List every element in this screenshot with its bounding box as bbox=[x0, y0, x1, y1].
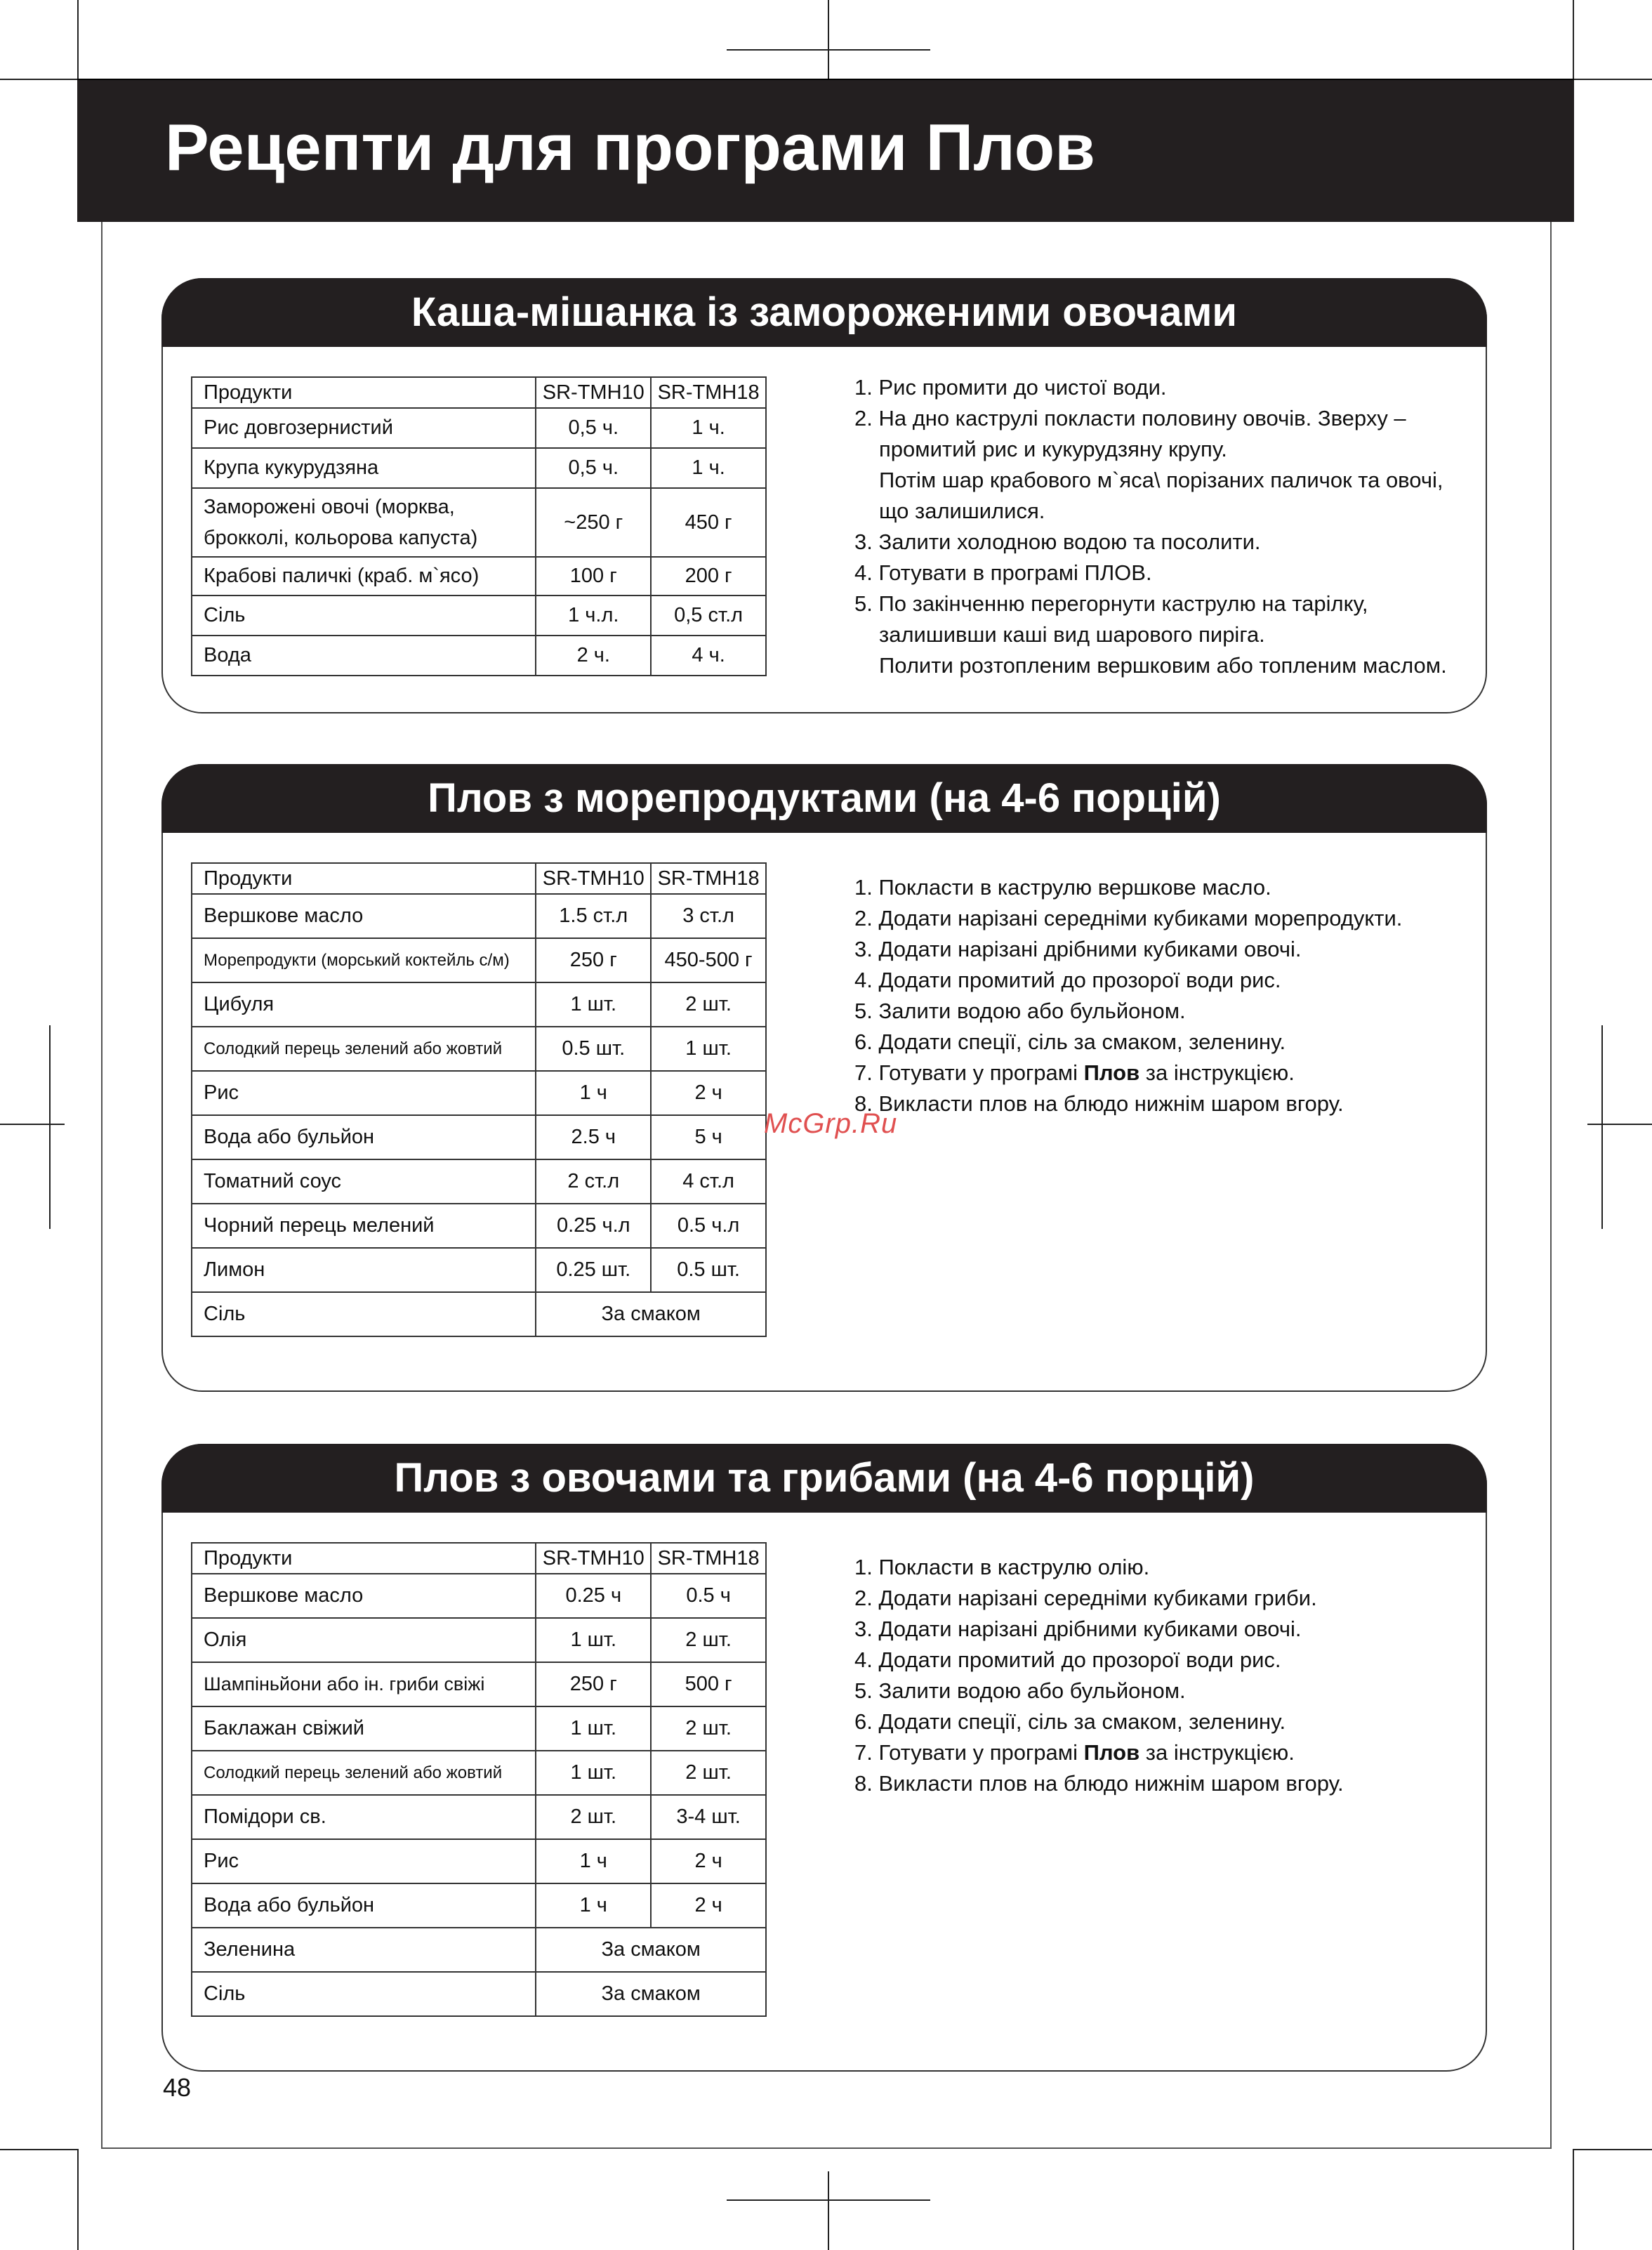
table-row bbox=[192, 1159, 766, 1204]
ingredient-name: Заморожені овочі (морква, брокколі, кольорова капуста) bbox=[192, 488, 536, 557]
ingredient-qty-small: 1 ч.л. bbox=[536, 596, 651, 636]
instruction-step: 6. Додати спеції, сіль за смаком, зеленину. bbox=[854, 1029, 1286, 1054]
ingredient-qty-large: 2 шт. bbox=[651, 1618, 766, 1662]
recipe-section-vegetable-mushroom-pilaf bbox=[161, 1444, 1487, 2072]
ingredient-qty-large: 4 ч. bbox=[651, 636, 766, 676]
crop-mark bbox=[49, 1025, 51, 1229]
instruction-step: Потім шар крабового м`яса\ порізаних паличок та овочі, що залишилися. bbox=[879, 468, 1443, 523]
ingredient-qty-large: 450-500 г bbox=[651, 938, 766, 982]
ingredient-qty-large: 2 ч bbox=[651, 1071, 766, 1115]
instruction-step: 2. Додати нарізані середніми кубиками гриби. bbox=[854, 1586, 1317, 1610]
crop-mark bbox=[1601, 1025, 1603, 1229]
ingredient-name: Крупа кукурудзяна bbox=[192, 448, 536, 488]
table-header-cell: SR-TMH18 bbox=[651, 1543, 766, 1574]
ingredient-qty-small: 0.25 ч.л bbox=[536, 1204, 651, 1248]
instruction-list bbox=[854, 1552, 1472, 1799]
table-row bbox=[192, 488, 766, 557]
ingredient-name: Цибуля bbox=[192, 982, 536, 1027]
ingredient-qty-small: 250 г bbox=[536, 938, 651, 982]
table-row bbox=[192, 1972, 766, 2016]
table-header-row bbox=[192, 863, 766, 894]
ingredient-qty-small: 2 шт. bbox=[536, 1795, 651, 1839]
ingredient-qty-large: 500 г bbox=[651, 1662, 766, 1706]
ingredient-name: Солодкий перець зелений або жовтий bbox=[192, 1751, 536, 1795]
ingredient-name: Вершкове масло bbox=[192, 1574, 536, 1618]
table-header-cell: SR-TMH10 bbox=[536, 863, 651, 894]
table-header-cell: SR-TMH18 bbox=[651, 377, 766, 408]
table-row bbox=[192, 1706, 766, 1751]
table-row bbox=[192, 1027, 766, 1071]
instruction-step: 8. Викласти плов на блюдо нижнім шаром вгору. bbox=[854, 1771, 1344, 1796]
ingredient-name: Томатний соус bbox=[192, 1159, 536, 1204]
crop-mark bbox=[828, 0, 829, 79]
ingredient-qty-large: 4 ст.л bbox=[651, 1159, 766, 1204]
table-row bbox=[192, 596, 766, 636]
ingredient-qty-small: 2.5 ч bbox=[536, 1115, 651, 1159]
ingredient-qty-large: 5 ч bbox=[651, 1115, 766, 1159]
recipe-section-seafood-pilaf bbox=[161, 764, 1487, 1392]
table-header-row bbox=[192, 377, 766, 408]
table-row bbox=[192, 982, 766, 1027]
instruction-step: 5. По закінченню перегорнути каструлю на тарілку, залишивши каші вид шарового пиріга. bbox=[854, 591, 1368, 647]
ingredients-table bbox=[191, 862, 767, 1337]
ingredient-qty-large: 0.5 шт. bbox=[651, 1248, 766, 1292]
watermark: McGrp.Ru bbox=[764, 1108, 898, 1139]
ingredient-qty-large: 2 ч bbox=[651, 1883, 766, 1928]
ingredient-qty-small: 0,5 ч. bbox=[536, 408, 651, 448]
step-text-suffix: за інструкцією. bbox=[1145, 1740, 1295, 1765]
ingredient-qty-small: 1 шт. bbox=[536, 982, 651, 1027]
ingredient-name: Чорний перець мелений bbox=[192, 1204, 536, 1248]
table-header-cell: SR-TMH18 bbox=[651, 863, 766, 894]
ingredient-qty-small: 1 ч bbox=[536, 1883, 651, 1928]
ingredient-name: Крабові паличкі (краб. м`ясо) bbox=[192, 557, 536, 596]
crop-mark bbox=[1573, 0, 1574, 79]
crop-mark bbox=[1587, 1124, 1652, 1125]
ingredient-qty-small: 0,5 ч. bbox=[536, 448, 651, 488]
crop-mark bbox=[1574, 2149, 1652, 2150]
table-row bbox=[192, 1662, 766, 1706]
instruction-list bbox=[854, 872, 1472, 1119]
section-header bbox=[161, 764, 1487, 833]
table-row bbox=[192, 1115, 766, 1159]
ingredient-qty-large: 0,5 ст.л bbox=[651, 596, 766, 636]
ingredient-name: Вода або бульйон bbox=[192, 1883, 536, 1928]
section-header bbox=[161, 278, 1487, 347]
ingredient-name: Шампіньйони або ін. гриби свіжі bbox=[192, 1662, 536, 1706]
instruction-step: Полити розтопленим вершковим або топленим маслом. bbox=[879, 653, 1447, 678]
crop-mark bbox=[1574, 79, 1652, 80]
ingredient-name: Сіль bbox=[192, 1972, 536, 2016]
crop-mark bbox=[828, 2171, 829, 2250]
table-header-cell: Продукти bbox=[192, 863, 536, 894]
instruction-step: 2. На дно каструлі покласти половину овочів. Зверху – промитий рис и кукурудзяну крупу. bbox=[854, 406, 1406, 461]
ingredient-name: Рис bbox=[192, 1071, 536, 1115]
step-text-suffix: за інструкцією. bbox=[1145, 1060, 1295, 1085]
page-title: Рецепти для програми Плов bbox=[165, 110, 1095, 184]
ingredient-qty-small: 2 ст.л bbox=[536, 1159, 651, 1204]
ingredient-name: Вершкове масло bbox=[192, 894, 536, 938]
ingredient-qty-small: 1 шт. bbox=[536, 1618, 651, 1662]
ingredient-qty-both: За смаком bbox=[536, 1928, 766, 1972]
table-row bbox=[192, 1071, 766, 1115]
ingredient-name: Вода або бульйон bbox=[192, 1115, 536, 1159]
table-row bbox=[192, 1883, 766, 1928]
ingredient-qty-both: За смаком bbox=[536, 1292, 766, 1336]
table-header-cell: SR-TMH10 bbox=[536, 1543, 651, 1574]
table-row bbox=[192, 1204, 766, 1248]
table-row bbox=[192, 1928, 766, 1972]
ingredient-name: Помідори св. bbox=[192, 1795, 536, 1839]
ingredient-qty-small: 1 ч bbox=[536, 1839, 651, 1883]
instruction-step: 1. Покласти в каструлю вершкове масло. bbox=[854, 875, 1271, 900]
ingredients-table bbox=[191, 376, 767, 676]
instruction-step bbox=[854, 1058, 1472, 1088]
ingredient-name: Сіль bbox=[192, 596, 536, 636]
ingredient-qty-small: 1 шт. bbox=[536, 1706, 651, 1751]
table-row bbox=[192, 1751, 766, 1795]
ingredient-qty-small: 250 г bbox=[536, 1662, 651, 1706]
ingredient-qty-large: 3-4 шт. bbox=[651, 1795, 766, 1839]
ingredient-name: Вода bbox=[192, 636, 536, 676]
section-title: Плов з морепродуктами (на 4-6 порцій) bbox=[428, 775, 1221, 821]
instruction-step: 2. Додати нарізані середніми кубиками морепродукти. bbox=[854, 906, 1403, 930]
ingredient-qty-large: 2 шт. bbox=[651, 982, 766, 1027]
ingredient-qty-large: 1 шт. bbox=[651, 1027, 766, 1071]
crop-mark bbox=[727, 2199, 930, 2201]
ingredient-name: Рис bbox=[192, 1839, 536, 1883]
ingredient-qty-small: 2 ч. bbox=[536, 636, 651, 676]
ingredient-qty-large: 200 г bbox=[651, 557, 766, 596]
ingredient-qty-small: 1 ч bbox=[536, 1071, 651, 1115]
crop-mark bbox=[0, 1124, 65, 1125]
ingredient-qty-large: 3 ст.л bbox=[651, 894, 766, 938]
table-row bbox=[192, 1292, 766, 1336]
crop-mark bbox=[727, 49, 930, 51]
instruction-step: 5. Залити водою або бульйоном. bbox=[854, 1678, 1186, 1703]
instruction-step: 3. Залити холодною водою та посолити. bbox=[854, 529, 1261, 554]
ingredient-qty-large: 450 г bbox=[651, 488, 766, 557]
crop-mark bbox=[0, 2149, 77, 2150]
table-row bbox=[192, 1618, 766, 1662]
ingredient-qty-small: 1.5 ст.л bbox=[536, 894, 651, 938]
table-row bbox=[192, 938, 766, 982]
instruction-step: 6. Додати спеції, сіль за смаком, зеленину. bbox=[854, 1709, 1286, 1734]
page-number: 48 bbox=[163, 2073, 192, 2102]
instruction-step: 4. Готувати в програмі ПЛОВ. bbox=[854, 560, 1152, 585]
section-header bbox=[161, 1444, 1487, 1513]
program-name: Плов bbox=[1083, 1740, 1140, 1765]
table-header-row bbox=[192, 1543, 766, 1574]
table-row bbox=[192, 1839, 766, 1883]
ingredient-name: Рис довгозернистий bbox=[192, 408, 536, 448]
crop-mark bbox=[77, 0, 79, 79]
instruction-list bbox=[854, 372, 1472, 681]
ingredient-name: Баклажан свіжий bbox=[192, 1706, 536, 1751]
page-header bbox=[77, 79, 1574, 222]
step-text: 7. Готувати у програмі bbox=[854, 1740, 1078, 1765]
table-row bbox=[192, 1248, 766, 1292]
step-text: 7. Готувати у програмі bbox=[854, 1060, 1078, 1085]
ingredient-name: Солодкий перець зелений або жовтий bbox=[192, 1027, 536, 1071]
table-row bbox=[192, 448, 766, 488]
table-row bbox=[192, 894, 766, 938]
table-row bbox=[192, 1795, 766, 1839]
instruction-step bbox=[854, 1737, 1472, 1768]
table-row bbox=[192, 557, 766, 596]
ingredient-name: Зеленина bbox=[192, 1928, 536, 1972]
ingredients-table bbox=[191, 1542, 767, 2017]
ingredient-qty-large: 2 шт. bbox=[651, 1751, 766, 1795]
ingredient-qty-small: 0.25 ч bbox=[536, 1574, 651, 1618]
table-row bbox=[192, 408, 766, 448]
crop-mark bbox=[77, 2149, 79, 2250]
ingredient-qty-small: ~250 г bbox=[536, 488, 651, 557]
table-row bbox=[192, 1574, 766, 1618]
ingredient-qty-large: 1 ч. bbox=[651, 408, 766, 448]
table-header-cell: Продукти bbox=[192, 377, 536, 408]
instruction-step: 3. Додати нарізані дрібними кубиками овочі. bbox=[854, 1617, 1302, 1641]
ingredient-name: Лимон bbox=[192, 1248, 536, 1292]
ingredient-qty-large: 1 ч. bbox=[651, 448, 766, 488]
ingredient-name: Сіль bbox=[192, 1292, 536, 1336]
ingredient-name: Морепродукти (морський коктейль с/м) bbox=[192, 938, 536, 982]
recipe-section-porridge bbox=[161, 278, 1487, 713]
ingredient-qty-small: 0.5 шт. bbox=[536, 1027, 651, 1071]
section-title: Плов з овочами та грибами (на 4-6 порцій) bbox=[394, 1455, 1255, 1501]
ingredient-qty-large: 0.5 ч bbox=[651, 1574, 766, 1618]
instruction-step: 4. Додати промитий до прозорої води рис. bbox=[854, 968, 1281, 992]
crop-mark bbox=[1573, 2149, 1574, 2250]
ingredient-qty-both: За смаком bbox=[536, 1972, 766, 2016]
table-header-cell: SR-TMH10 bbox=[536, 377, 651, 408]
instruction-step: 5. Залити водою або бульйоном. bbox=[854, 999, 1186, 1023]
instruction-step: 3. Додати нарізані дрібними кубиками овочі. bbox=[854, 937, 1302, 961]
ingredient-qty-large: 0.5 ч.л bbox=[651, 1204, 766, 1248]
ingredient-qty-large: 2 ч bbox=[651, 1839, 766, 1883]
program-name: Плов bbox=[1083, 1060, 1140, 1085]
ingredient-qty-small: 0.25 шт. bbox=[536, 1248, 651, 1292]
ingredient-qty-small: 1 шт. bbox=[536, 1751, 651, 1795]
table-row bbox=[192, 636, 766, 676]
crop-mark bbox=[0, 79, 77, 80]
ingredient-name: Олія bbox=[192, 1618, 536, 1662]
table-header-cell: Продукти bbox=[192, 1543, 536, 1574]
ingredient-qty-large: 2 шт. bbox=[651, 1706, 766, 1751]
ingredient-qty-small: 100 г bbox=[536, 557, 651, 596]
instruction-step: 4. Додати промитий до прозорої води рис. bbox=[854, 1647, 1281, 1672]
instruction-step: 1. Рис промити до чистої води. bbox=[854, 375, 1167, 400]
section-title: Каша-мішанка із замороженими овочами bbox=[411, 289, 1238, 335]
instruction-step: 8. Викласти плов на блюдо нижнім шаром вгору. bbox=[854, 1091, 1344, 1116]
instruction-step: 1. Покласти в каструлю олію. bbox=[854, 1555, 1150, 1579]
